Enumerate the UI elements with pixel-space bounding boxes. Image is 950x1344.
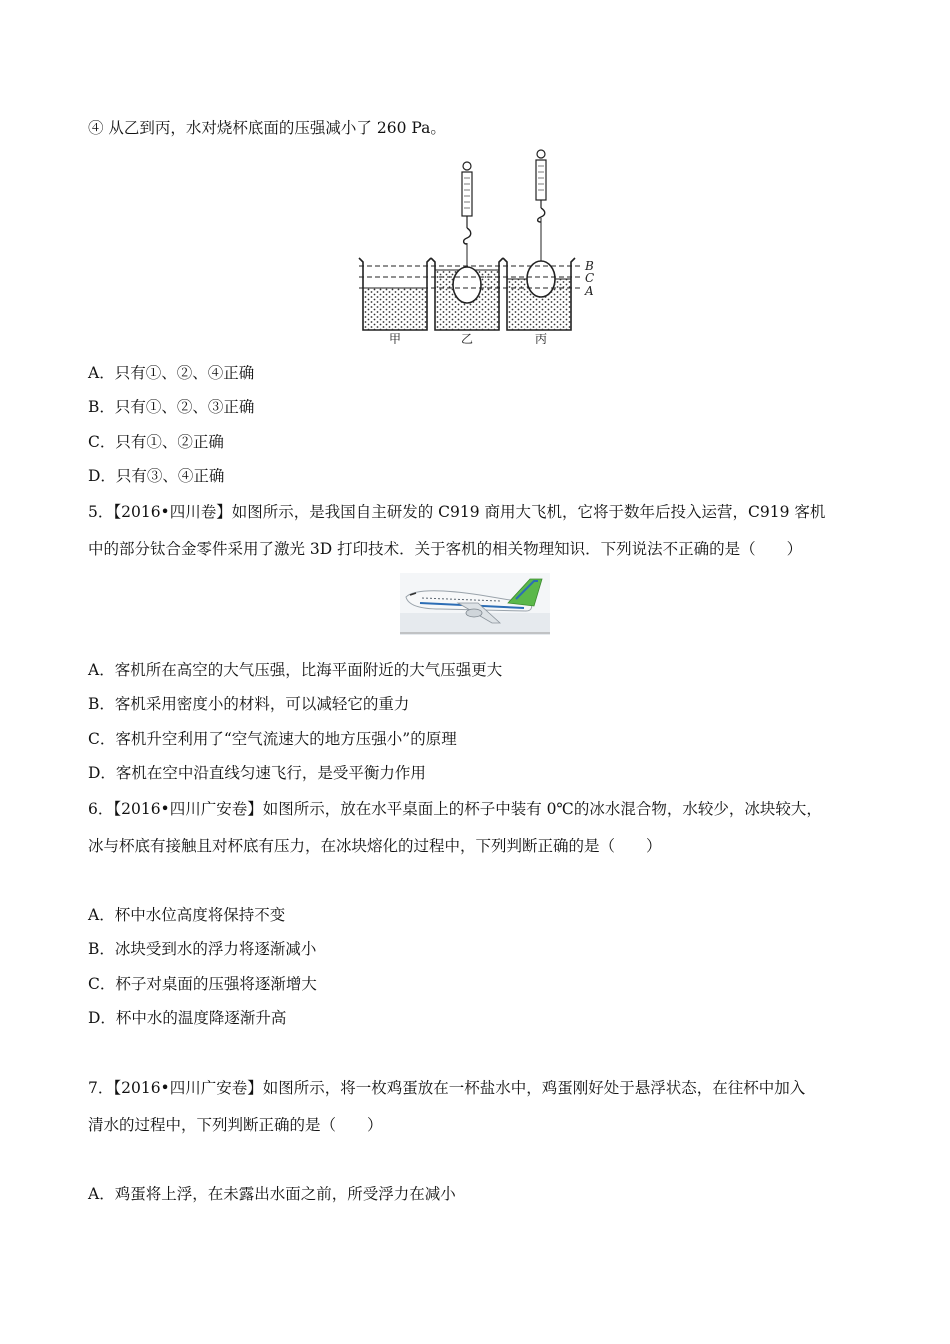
q4-statement-4: ④ 从乙到丙，水对烧杯底面的压强减小了 260 Pa。 [88, 119, 446, 137]
q7-stem-line-1: 7．【2016•四川广安卷】如图所示，将一枚鸡蛋放在一杯盐水中，鸡蛋刚好处于悬浮状态，在往杯中加入 [88, 1079, 806, 1097]
q4-option-d: D．只有③、④正确 [88, 467, 225, 485]
q6-option-c: C．杯子对桌面的压强将逐渐增大 [88, 975, 317, 993]
q5-option-a: A．客机所在高空的大气压强，比海平面附近的大气压强更大 [88, 661, 503, 679]
beaker-label-jia: 甲 [389, 332, 402, 344]
q6-stem-line-1: 6．【2016•四川广安卷】如图所示，放在水平桌面上的杯子中装有 0℃的冰水混合物，水较少，冰块较大， [88, 800, 822, 818]
beaker-jia [359, 258, 431, 330]
q4-option-c: C．只有①、②正确 [88, 433, 224, 451]
q5-stem-line-1: 5．【2016•四川卷】如图所示，是我国自主研发的 C919 商用大飞机，它将于数年后投入运营，C919 客机 [88, 503, 826, 521]
q7-option-a: A．鸡蛋将上浮，在未露出水面之前，所受浮力在减小 [88, 1185, 456, 1203]
c919-airplane-image [400, 573, 550, 635]
beaker-bing [503, 150, 575, 330]
q4-option-b: B．只有①、②、③正确 [88, 398, 255, 416]
q5-option-d: D．客机在空中沿直线匀速飞行，是受平衡力作用 [88, 764, 426, 782]
q5-option-c: C．客机升空利用了“空气流速大的地方压强小”的原理 [88, 730, 457, 748]
q6-stem-line-2: 冰与杯底有接触且对杯底有压力，在冰块熔化的过程中，下列判断正确的是（ ） [88, 837, 662, 855]
q6-option-d: D．杯中水的温度降逐渐升高 [88, 1009, 287, 1027]
level-label-b: B [585, 259, 594, 273]
q6-option-b: B．冰块受到水的浮力将逐渐减小 [88, 940, 317, 958]
beaker-label-bing: 丙 [535, 332, 548, 344]
q5-stem-line-2: 中的部分钛合金零件采用了激光 3D 打印技术．关于客机的相关物理知识．下列说法不正确的是（ ） [88, 540, 803, 558]
beaker-label-yi: 乙 [461, 332, 474, 344]
q6-option-a: A．杯中水位高度将保持不变 [88, 906, 286, 924]
q4-option-a: A．只有①、②、④正确 [88, 364, 255, 382]
q5-option-b: B．客机采用密度小的材料，可以减轻它的重力 [88, 695, 410, 713]
q7-stem-line-2: 清水的过程中，下列判断正确的是（ ） [88, 1116, 383, 1134]
beaker-yi [431, 162, 503, 330]
beaker-spring-scale-figure [355, 148, 605, 344]
level-label-c: C [585, 271, 595, 285]
level-label-a: A [585, 284, 594, 298]
